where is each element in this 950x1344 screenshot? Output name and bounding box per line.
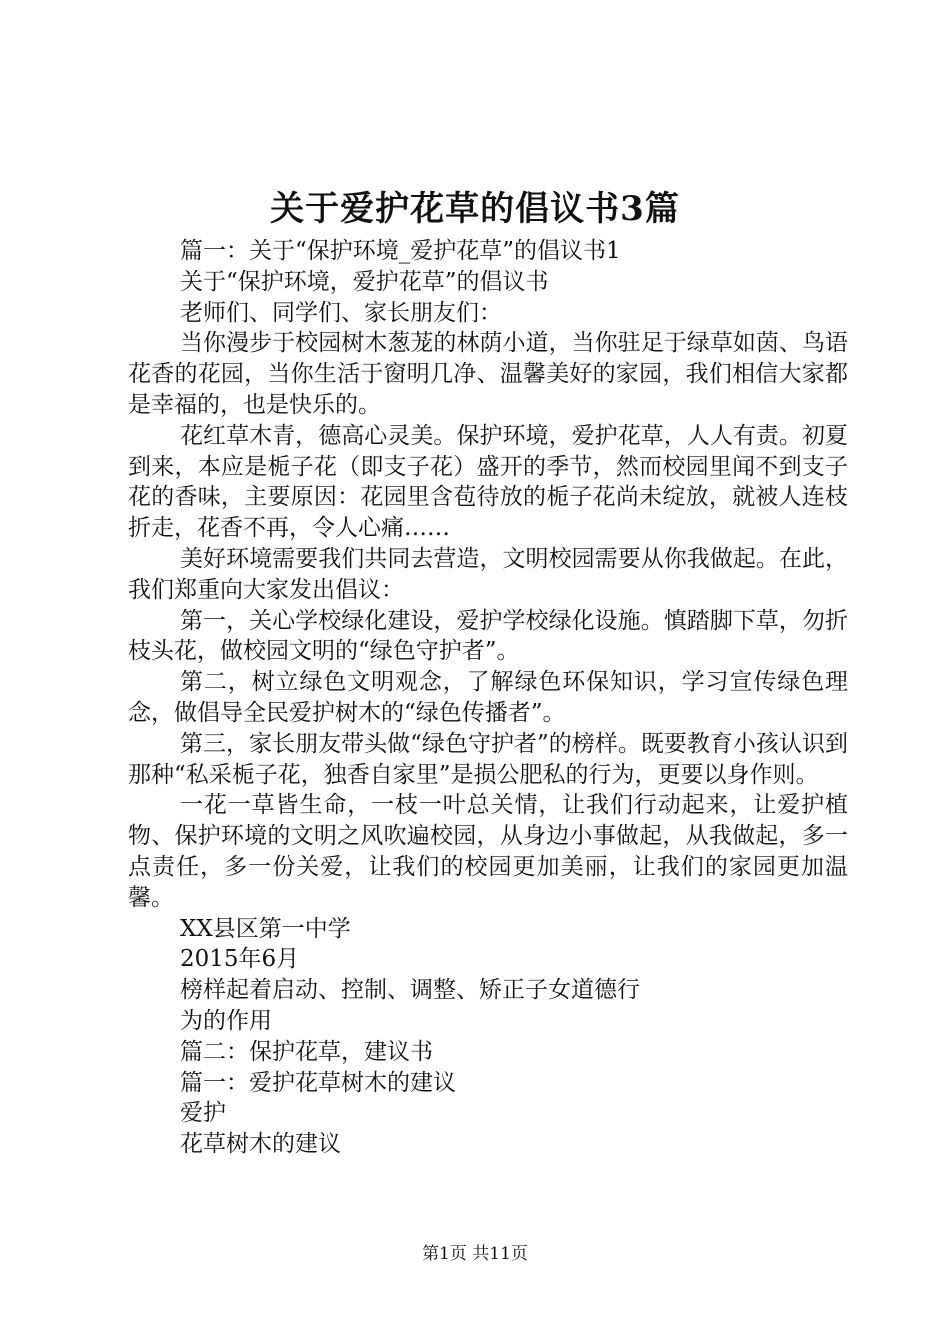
paragraph: 一花一草皆生命，一枝一叶总关情，让我们行动起来，让爱护植物、保护环境的文明之风吹遍校园，从身边小事做起，从我做起，多一点责任，多一份关爱，让我们的校园更加美丽，让我们的家园更加温馨。 [128, 792, 848, 911]
document-title: 关于爱护花草的倡议书3篇 [270, 189, 680, 229]
paragraph: 老师们、同学们、家长朋友们： [180, 299, 502, 326]
signature-organization: XX县区第一中学 [180, 915, 351, 942]
paragraph: 第二，树立绿色文明观念，了解绿色环保知识，学习宣传绿色理念，做倡导全民爱护树木的“绿色传播者”。 [128, 669, 848, 726]
paragraph: 榜样起着启动、控制、调整、矫正子女道德行 [180, 977, 640, 1004]
paragraph: 关于“保护环境，爱护花草”的倡议书 [180, 268, 549, 295]
paragraph: 花红草木青，德高心灵美。保护环境，爱护花草，人人有责。初夏到来，本应是栀子花（即支子花）盛开的季节，然而校园里闻不到支子花的香味，主要原因：花园里含苞待放的栀子花尚未绽放，就被人连枝折走，花香不再，令人心痛…… [128, 422, 848, 542]
signature-date: 2015年6月 [180, 946, 300, 973]
section-heading: 篇一：爱护花草树木的建议 [180, 1069, 456, 1096]
paragraph: 爱护 [180, 1100, 226, 1127]
paragraph: 为的作用 [180, 1007, 272, 1034]
paragraph: 第一，关心学校绿化建设，爱护学校绿化设施。慎踏脚下草，勿折枝头花，做校园文明的“绿色守护者”。 [128, 607, 848, 665]
paragraph: 篇一：关于“保护环境_爱护花草”的倡议书1 [180, 238, 621, 264]
paragraph: 花草树木的建议 [180, 1131, 341, 1158]
document-body [128, 236, 848, 1160]
paragraph: 当你漫步于校园树木葱茏的林荫小道，当你驻足于绿草如茵、鸟语花香的花园，当你生活于窗明几净、温馨美好的家园，我们相信大家都是幸福的，也是快乐的。 [128, 330, 848, 418]
paragraph: 第三，家长朋友带头做“绿色守护者”的榜样。既要教育小孩认识到那种“私采栀子花，独香自家里”是损公肥私的行为，更要以身作则。 [128, 730, 848, 788]
page-footer: 第1页 共11页 [422, 1244, 528, 1264]
section-heading: 篇二：保护花草，建议书 [180, 1038, 433, 1065]
paragraph: 美好环境需要我们共同去营造，文明校园需要从你我做起。在此，我们郑重向大家发出倡议： [128, 545, 848, 603]
